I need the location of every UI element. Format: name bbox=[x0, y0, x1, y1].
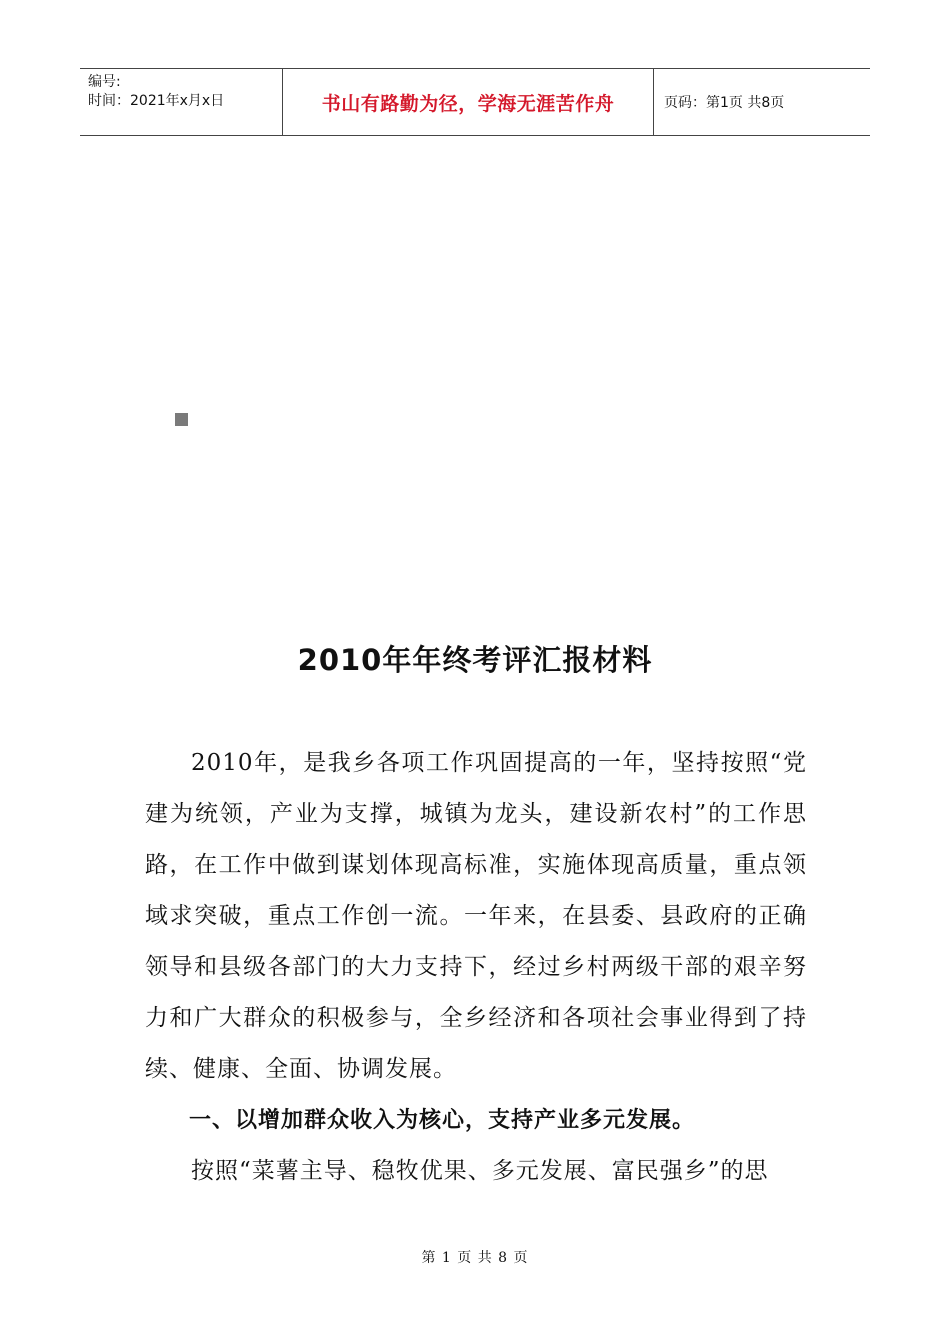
body-paragraph: 按照“菜薯主导、稳牧优果、多元发展、富民强乡”的思 bbox=[191, 1158, 769, 1184]
header-motto: 书山有路勤为径，学海无涯苦作舟 bbox=[282, 69, 654, 135]
document-number-label: 编号: bbox=[88, 74, 121, 90]
header-meta-cell bbox=[80, 69, 282, 135]
section-heading: 一、以增加群众收入为核心，支持产业多元发展。 bbox=[189, 1108, 696, 1133]
square-bullet-icon bbox=[175, 413, 188, 426]
body-paragraph: 2010年，是我乡各项工作巩固提高的一年，坚持按照“党建为统领，产业为支撑，城镇为龙头，建设新农村”的工作思路，在工作中做到谋划体现高标准，实施体现高质量，重点领域求突破，重点工作创一流。一年来，在县委、县政府的正确领导和县级各部门的大力支持下，经过乡村两级干部的艰辛努力和广大群众的积极参与，全乡经济和各项社会事业得到了持续、健康、全面、协调发展。 bbox=[145, 750, 807, 1082]
header-page-info: 页码：第1页 共8页 bbox=[664, 95, 785, 111]
document-time-label: 时间：2021年x月x日 bbox=[88, 93, 225, 109]
document-title: 2010年年终考评汇报材料 bbox=[297, 643, 653, 677]
page-footer: 第 1 页 共 8 页 bbox=[421, 1250, 529, 1266]
header-table bbox=[80, 68, 870, 136]
document-body bbox=[145, 738, 807, 1197]
